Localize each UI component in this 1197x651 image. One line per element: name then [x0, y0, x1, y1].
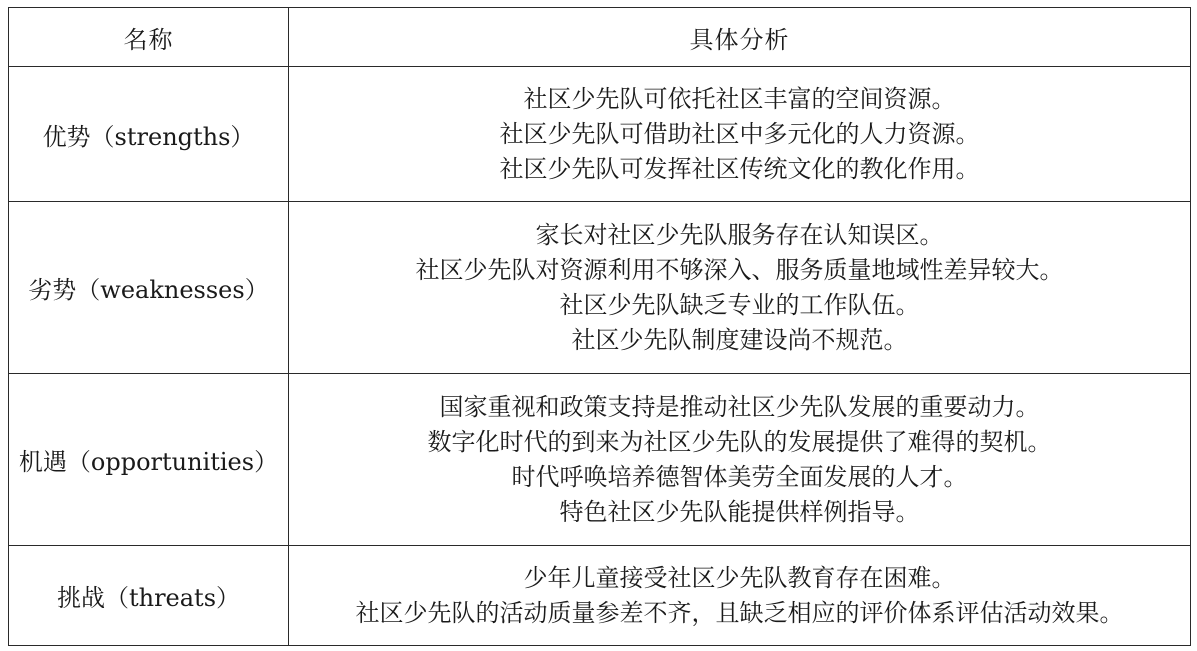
analysis-line: 社区少先队对资源利用不够深入、服务质量地域性差异较大。	[415, 255, 1064, 284]
analysis-line: 社区少先队缺乏专业的工作队伍。	[559, 290, 920, 319]
analysis-line: 国家重视和政策支持是推动社区少先队发展的重要动力。	[439, 392, 1040, 421]
table-row-opportunities	[9, 374, 1191, 546]
analysis-line: 数字化时代的到来为社区少先队的发展提供了难得的契机。	[427, 427, 1052, 456]
analysis-line: 社区少先队制度建设尚不规范。	[571, 325, 908, 354]
analysis-line: 社区少先队可借助社区中多元化的人力资源。	[499, 119, 980, 148]
table-row-threats	[9, 546, 1191, 646]
row-analysis	[289, 374, 1191, 546]
header-name: 名称	[9, 8, 289, 67]
analysis-line: 特色社区少先队能提供样例指导。	[559, 497, 920, 526]
row-name: 机遇（opportunities）	[9, 374, 289, 546]
table-row-strengths	[9, 67, 1191, 202]
analysis-line: 家长对社区少先队服务存在认知误区。	[535, 220, 944, 249]
header-analysis: 具体分析	[289, 8, 1191, 67]
analysis-line: 社区少先队可发挥社区传统文化的教化作用。	[499, 154, 980, 183]
analysis-line: 社区少先队的活动质量参差不齐，且缺乏相应的评价体系评估活动效果。	[355, 598, 1124, 627]
analysis-line: 社区少先队可依托社区丰富的空间资源。	[523, 84, 956, 113]
analysis-line: 时代呼唤培养德智体美劳全面发展的人才。	[511, 462, 968, 491]
row-analysis	[289, 67, 1191, 202]
row-name: 挑战（threats）	[9, 546, 289, 646]
row-name: 劣势（weaknesses）	[9, 202, 289, 374]
analysis-line: 少年儿童接受社区少先队教育存在困难。	[523, 563, 956, 592]
header-row	[9, 8, 1191, 67]
row-name: 优势（strengths）	[9, 67, 289, 202]
swot-table	[8, 7, 1191, 646]
row-analysis	[289, 202, 1191, 374]
swot-table-container	[8, 7, 1190, 645]
table-row-weaknesses	[9, 202, 1191, 374]
row-analysis	[289, 546, 1191, 646]
